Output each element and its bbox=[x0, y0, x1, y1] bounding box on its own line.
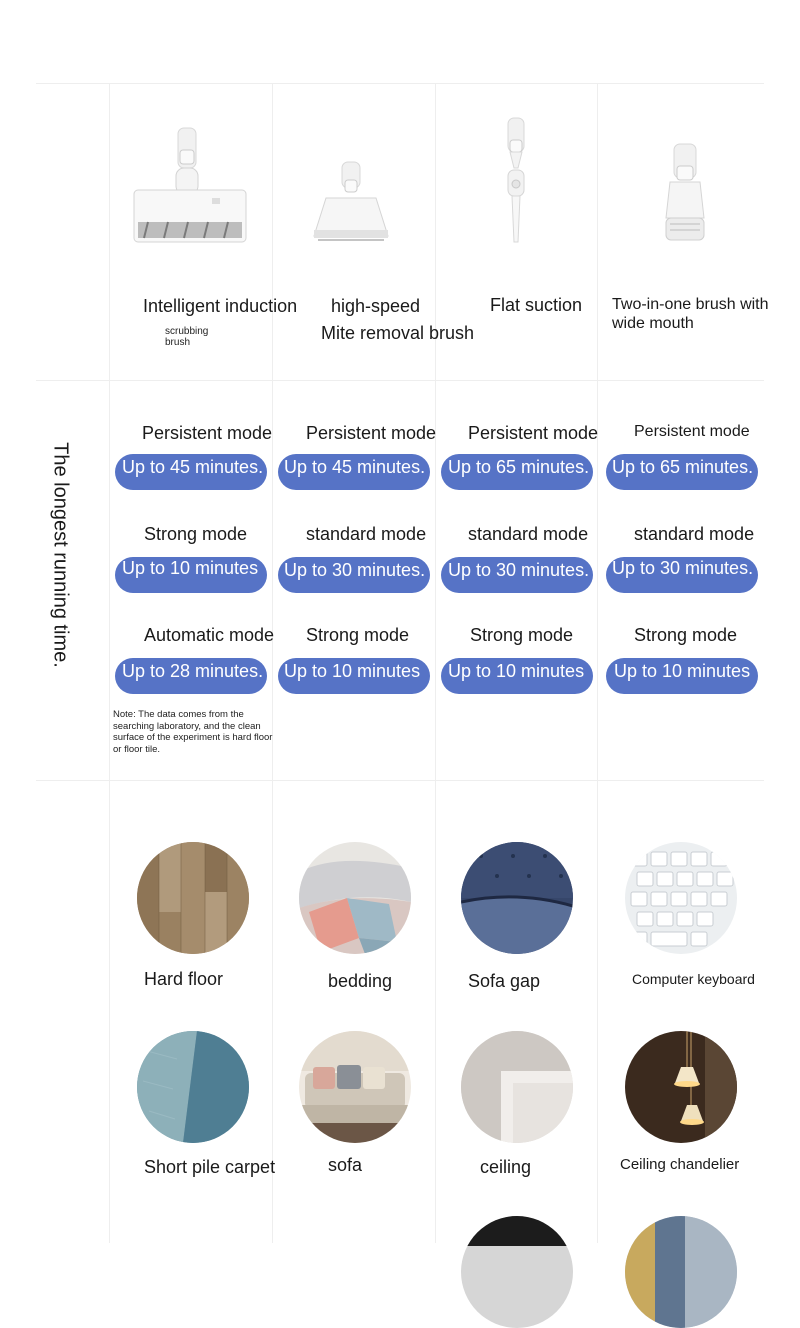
tool-name-mite-brush: high-speed bbox=[331, 296, 421, 316]
surface-label: ceiling bbox=[480, 1157, 532, 1177]
runtime-value: Up to 30 minutes. bbox=[284, 560, 426, 580]
tool-sub-mite-brush: Mite removal brush bbox=[321, 323, 475, 343]
column-divider bbox=[272, 84, 273, 1243]
surface-label: sofa bbox=[328, 1155, 363, 1175]
mode-label: standard mode bbox=[306, 524, 427, 544]
mode-label: Persistent mode bbox=[142, 423, 273, 443]
runtime-value: Up to 10 minutes bbox=[614, 661, 751, 681]
divider-runtime bbox=[36, 780, 764, 781]
runtime-value: Up to 30 minutes. bbox=[448, 560, 590, 580]
mode-label: Persistent mode bbox=[468, 423, 599, 443]
surface-label: Sofa gap bbox=[468, 971, 541, 991]
section-title-runtime: The longest running time. bbox=[49, 442, 72, 668]
surface-label: bedding bbox=[328, 971, 393, 991]
runtime-value: Up to 65 minutes. bbox=[612, 457, 754, 477]
sofa-photo bbox=[299, 1031, 411, 1143]
divider-tools bbox=[36, 380, 764, 381]
surface-label: Hard floor bbox=[144, 969, 224, 989]
surface-label: Ceiling chandelier bbox=[620, 1156, 740, 1173]
sofa-gap-photo bbox=[461, 842, 573, 954]
runtime-value: Up to 45 minutes. bbox=[284, 457, 426, 477]
keyboard-photo bbox=[625, 842, 737, 954]
mode-label: Automatic mode bbox=[144, 625, 275, 645]
hard-floor-photo bbox=[137, 842, 249, 954]
mode-label: Strong mode bbox=[470, 625, 574, 645]
surface-label: Computer keyboard bbox=[632, 971, 755, 987]
tool-name-floor-brush: Intelligent induction bbox=[143, 296, 298, 316]
crevice-nozzle-icon bbox=[452, 110, 582, 270]
runtime-value: Up to 10 minutes bbox=[122, 558, 259, 578]
tool-name-crevice: Flat suction bbox=[490, 295, 583, 315]
column-divider bbox=[597, 84, 598, 1243]
photo-partial bbox=[461, 1216, 573, 1328]
bedding-photo bbox=[299, 842, 411, 954]
mode-label: Strong mode bbox=[144, 524, 248, 544]
mode-label: Persistent mode bbox=[306, 423, 437, 443]
runtime-note: Note: The data comes from the searching laboratory, and the clean surface of the experiment is hard floor or floor tile. bbox=[113, 709, 273, 755]
floor-brush-head-icon bbox=[124, 110, 254, 270]
chandelier-photo bbox=[625, 1031, 737, 1143]
runtime-value: Up to 45 minutes. bbox=[122, 457, 264, 477]
column-divider bbox=[109, 84, 110, 1243]
mode-label: standard mode bbox=[634, 524, 755, 544]
divider-top bbox=[36, 83, 764, 84]
photo-partial bbox=[625, 1216, 737, 1328]
column-divider bbox=[435, 84, 436, 1243]
runtime-value: Up to 65 minutes. bbox=[448, 457, 590, 477]
mode-label: Strong mode bbox=[306, 625, 410, 645]
tool-name-two-in-one: Two-in-one brush with wide mouth bbox=[612, 296, 769, 332]
runtime-value: Up to 10 minutes bbox=[448, 661, 585, 681]
runtime-value: Up to 10 minutes bbox=[284, 661, 421, 681]
carpet-photo bbox=[137, 1031, 249, 1143]
two-in-one-brush-icon bbox=[620, 110, 750, 270]
surface-label: Short pile carpet bbox=[144, 1157, 276, 1177]
runtime-value: Up to 28 minutes. bbox=[122, 661, 264, 681]
mode-label: standard mode bbox=[468, 524, 589, 544]
mode-label: Strong mode bbox=[634, 625, 738, 645]
mite-brush-head-icon bbox=[286, 110, 416, 270]
tool-sub-floor-brush: scrubbing brush bbox=[165, 326, 209, 348]
runtime-value: Up to 30 minutes. bbox=[612, 558, 754, 578]
ceiling-photo bbox=[461, 1031, 573, 1143]
mode-label: Persistent mode bbox=[634, 423, 750, 440]
